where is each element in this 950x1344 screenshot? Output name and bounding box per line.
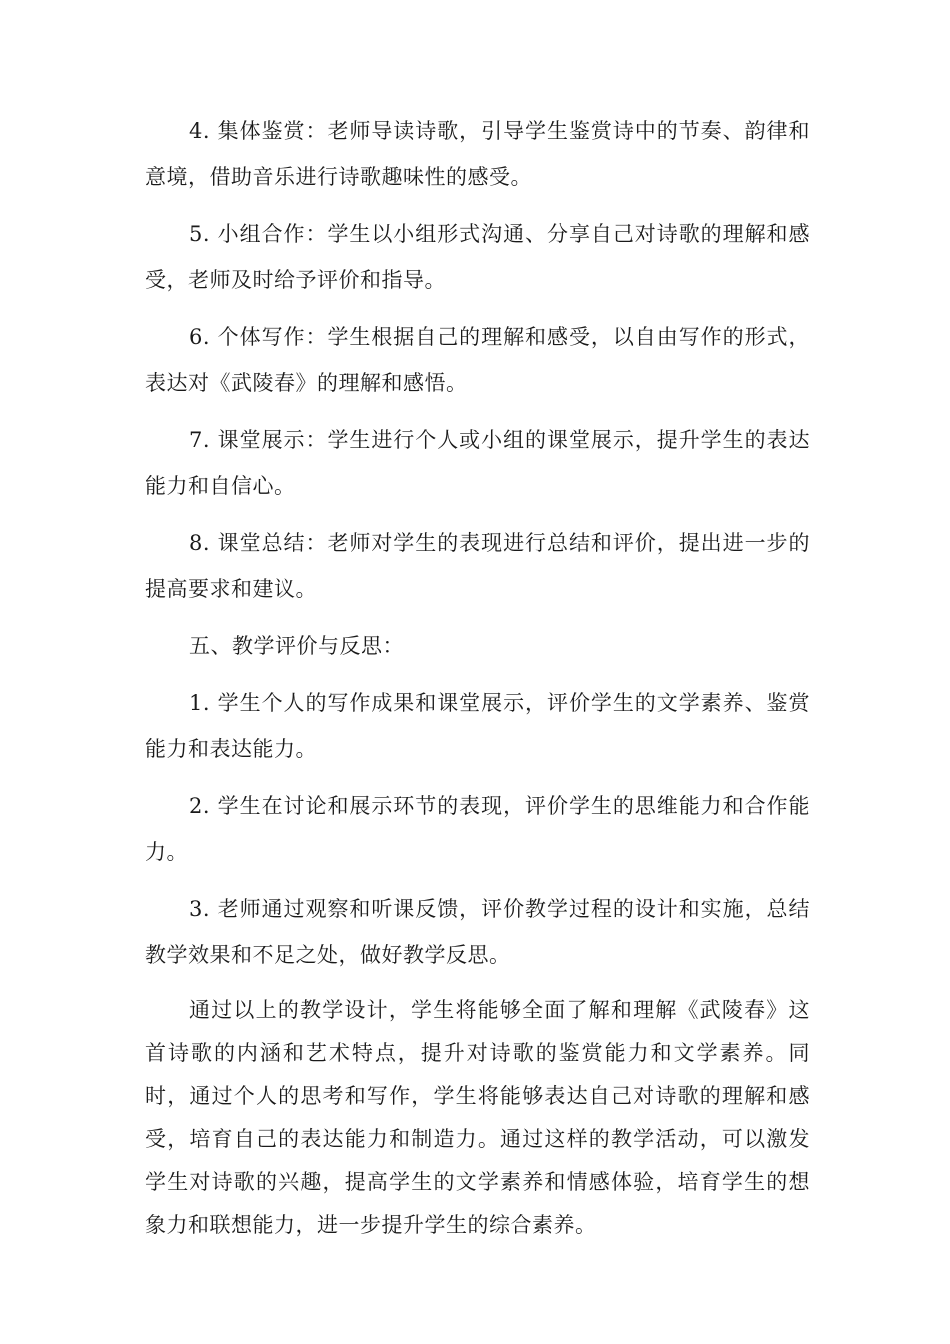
paragraph-step-6: 6. 个体写作：学生根据自己的理解和感受，以自由写作的形式，表达对《武陵春》的理解和感悟。 <box>145 325 810 395</box>
paragraph-step-7: 7. 课堂展示：学生进行个人或小组的课堂展示，提升学生的表达能力和自信心。 <box>145 428 810 498</box>
paragraph-eval-1: 1. 学生个人的写作成果和课堂展示，评价学生的文学素养、鉴赏能力和表达能力。 <box>145 691 810 761</box>
section-heading-evaluation: 五、教学评价与反思： <box>189 634 404 658</box>
paragraph-step-5: 5. 小组合作：学生以小组形式沟通、分享自己对诗歌的理解和感受，老师及时给予评价和指导。 <box>145 222 810 292</box>
paragraph-step-4: 4. 集体鉴赏：老师导读诗歌，引导学生鉴赏诗中的节奏、韵律和意境，借助音乐进行诗歌趣味性的感受。 <box>145 119 810 189</box>
document-body <box>145 108 810 1258</box>
paragraph-eval-3: 3. 老师通过观察和听课反馈，评价教学过程的设计和实施，总结教学效果和不足之处，做好教学反思。 <box>145 897 810 967</box>
paragraph-step-8: 8. 课堂总结：老师对学生的表现进行总结和评价，提出进一步的提高要求和建议。 <box>145 531 810 601</box>
paragraph-eval-2: 2. 学生在讨论和展示环节的表现，评价学生的思维能力和合作能力。 <box>145 794 810 864</box>
paragraph-conclusion: 通过以上的教学设计，学生将能够全面了解和理解《武陵春》这首诗歌的内涵和艺术特点，提升对诗歌的鉴赏能力和文学素养。同时，通过个人的思考和写作，学生将能够表达自己对诗歌的理解和感受，培育自己的表达能力和制造力。通过这样的教学活动，可以激发学生对诗歌的兴趣，提高学生的文学素养和情感体验，培育学生的想象力和联想能力，进一步提升学生的综合素养。 <box>145 998 810 1237</box>
